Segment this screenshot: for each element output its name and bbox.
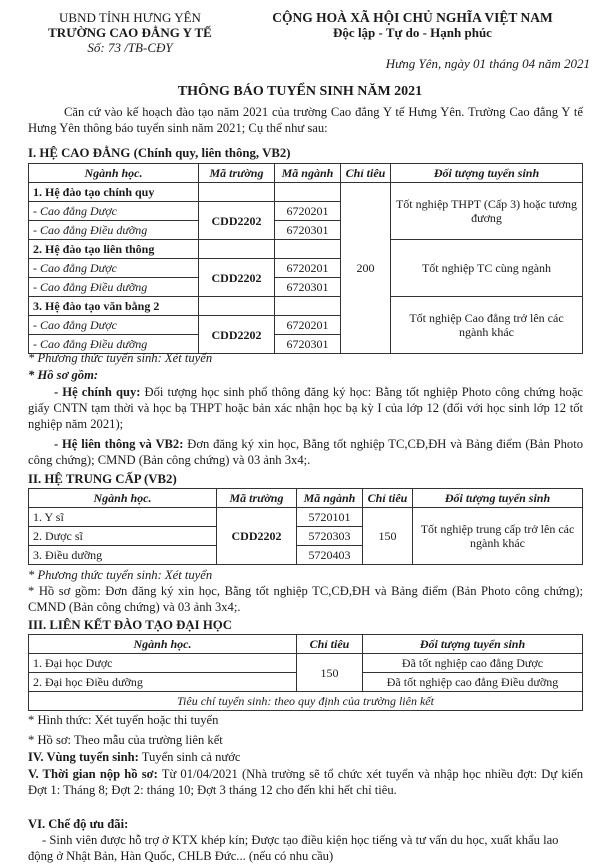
table-row: 3. Điều dưỡng <box>29 546 217 565</box>
section1-docs-title: * Hồ sơ gồm: <box>28 368 99 382</box>
section1-method: * Phương thức tuyển sinh: Xét tuyển <box>28 351 213 365</box>
group-title: 2. Hệ đào tạo liên thông <box>29 240 199 259</box>
col-header: Ngành học. <box>29 164 199 183</box>
section2-docs: * Hồ sơ gồm: Đơn đăng ký xin học, Bằng tốt nghiệp TC,CĐ,ĐH và Bảng điểm (Bản Photo công chứng); CMND (Bản công chứng) và 03 ảnh 3x4;. <box>28 584 583 614</box>
col-header: Mã ngành <box>297 489 363 508</box>
footer-docs: * Hồ sơ: Theo mẫu của trường liên kết <box>28 733 223 747</box>
col-header: Mã ngành <box>275 164 341 183</box>
document-date: Hưng Yên, ngày 01 tháng 04 năm 2021 <box>385 56 590 71</box>
label: - Hệ chính quy: <box>54 385 141 399</box>
col-header: Mã trường <box>199 164 275 183</box>
section3-heading: III. LIÊN KẾT ĐÀO TẠO ĐẠI HỌC <box>28 618 232 632</box>
col-header: Chỉ tiêu <box>363 489 413 508</box>
table-row: - Cao đẳng Dược <box>29 202 199 221</box>
national-motto: Độc lập - Tự do - Hạnh phúc <box>333 25 492 40</box>
document-title: THÔNG BÁO TUYỂN SINH NĂM 2021 <box>177 84 423 99</box>
target-cell: Tốt nghiệp THPT (Cấp 3) hoặc tương đương <box>391 183 583 240</box>
quota-cell: 150 <box>363 508 413 565</box>
table-row: 2. Đại học Điều dưỡng <box>29 673 297 692</box>
section3-table <box>28 634 583 711</box>
issuer-school: TRƯỜNG CAO ĐẲNG Y TẾ <box>48 25 212 40</box>
school-code: CDD2202 <box>217 508 297 565</box>
footer-form: * Hình thức: Xét tuyển hoặc thi tuyển <box>28 713 219 727</box>
col-header: Mã trường <box>217 489 297 508</box>
issuer-block <box>30 10 230 55</box>
criteria-row: Tiêu chí tuyển sinh: theo quy định của trường liên kết <box>29 692 583 711</box>
section2-method: * Phương thức tuyển sinh: Xét tuyển <box>28 568 213 582</box>
target-cell: Đã tốt nghiệp cao đẳng Điều dưỡng <box>363 673 583 692</box>
table-row: - Cao đẳng Điều dưỡng <box>29 221 199 240</box>
section1-docs-regular <box>28 384 583 432</box>
col-header: Đối tượng tuyển sinh <box>363 635 583 654</box>
table-row: 1. Đại học Dược <box>29 654 297 673</box>
school-code: CDD2202 <box>199 202 275 240</box>
footer-area <box>28 749 240 765</box>
national-motto-block <box>240 10 585 40</box>
label: - Hệ liên thông và VB2: <box>54 437 184 451</box>
document-number: Số: 73 /TB-CĐY <box>87 40 173 55</box>
major-code: 6720201 <box>275 202 341 221</box>
section2-heading: II. HỆ TRUNG CẤP (VB2) <box>28 472 177 486</box>
major-code: 6720301 <box>275 221 341 240</box>
target-cell: Tốt nghiệp Cao đẳng trở lên các ngành khác <box>391 297 583 354</box>
national-title: CỘNG HOÀ XÃ HỘI CHỦ NGHĨA VIỆT NAM <box>272 10 553 25</box>
text: Tuyển sinh cả nước <box>138 750 241 764</box>
section1-docs-transfer <box>28 436 583 468</box>
section1-heading: I. HỆ CAO ĐẲNG (Chính quy, liên thông, VB2) <box>28 146 291 160</box>
school-code: CDD2202 <box>199 259 275 297</box>
intro-paragraph: Căn cứ vào kế hoạch đào tạo năm 2021 của trường Cao đẳng Y tế Hưng Yên. Trường Cao đẳng Y tế Hưng Yên thông báo tuyển sinh năm 2021; Cụ thể như sau: <box>28 105 583 135</box>
text: Đối tượng học sinh phổ thông đăng ký học: Bằng tốt nghiệp Photo công chứng hoặc giấy CNTN tạm thời và học bạ THPT hoặc bản xác nhận học bạ kỳ I của lớp 12 (đối với học sinh lớp 12 tốt nghiệp năm 2021); <box>28 385 583 431</box>
major-code: 6720201 <box>275 259 341 278</box>
target-cell: Tốt nghiệp TC cùng ngành <box>391 240 583 297</box>
table-row: - Cao đẳng Dược <box>29 259 199 278</box>
major-code: 6720201 <box>275 316 341 335</box>
major-code: 5720403 <box>297 546 363 565</box>
target-cell: Đã tốt nghiệp cao đẳng Dược <box>363 654 583 673</box>
col-header: Ngành học. <box>29 635 297 654</box>
table-row: 2. Dược sĩ <box>29 527 217 546</box>
table-row: - Cao đẳng Điều dưỡng <box>29 335 199 354</box>
target-cell: Tốt nghiệp trung cấp trở lên các ngành khác <box>413 508 583 565</box>
col-header: Đối tượng tuyển sinh <box>413 489 583 508</box>
issuer-province: UBND TỈNH HƯNG YÊN <box>59 10 201 25</box>
quota-cell: 200 <box>341 183 391 354</box>
label: V. Thời gian nộp hồ sơ: <box>28 767 158 781</box>
footer-benefit-label: VI. Chế độ ưu đãi: <box>28 817 129 831</box>
section2-table <box>28 488 583 565</box>
footer-benefit-text: - Sinh viên được hỗ trợ ở KTX khép kín; Được tạo điều kiện học tiếng và tư vấn du học, xuất khẩu lao động ở Nhật Bản, Hàn Quốc, CHLB Đức... (nếu có nhu cầu) <box>28 833 559 863</box>
footer-time <box>28 766 583 798</box>
text: Từ 01/04/2021 (Nhà trường sẽ tổ chức xét tuyển và nhập học nhiều đợt: Dự kiến Đợt 1: Tháng 8; Đợt 2: tháng 10; Đợt 3 tháng 12 cho đến khi hết chỉ tiêu. <box>28 767 583 797</box>
table-row: - Cao đẳng Điều dưỡng <box>29 278 199 297</box>
major-code: 6720301 <box>275 335 341 354</box>
group-title: 3. Hệ đào tạo văn bằng 2 <box>29 297 199 316</box>
col-header: Đối tượng tuyển sinh <box>391 164 583 183</box>
col-header: Ngành học. <box>29 489 217 508</box>
major-code: 5720303 <box>297 527 363 546</box>
table-row: 1. Y sĩ <box>29 508 217 527</box>
major-code: 6720301 <box>275 278 341 297</box>
text: Đơn đăng ký xin học, Bằng tốt nghiệp TC,CĐ,ĐH và Bảng điểm (Bản Photo công chứng); CMND (Bản công chứng) và 03 ảnh 3x4;. <box>28 437 584 467</box>
col-header: Chỉ tiêu <box>297 635 363 654</box>
col-header: Chỉ tiêu <box>341 164 391 183</box>
school-code: CDD2202 <box>199 316 275 354</box>
major-code: 5720101 <box>297 508 363 527</box>
label: IV. Vùng tuyển sinh: <box>28 750 139 764</box>
table-row: - Cao đẳng Dược <box>29 316 199 335</box>
section1-table <box>28 163 583 354</box>
quota-cell: 150 <box>297 654 363 692</box>
group-title: 1. Hệ đào tạo chính quy <box>29 183 199 202</box>
